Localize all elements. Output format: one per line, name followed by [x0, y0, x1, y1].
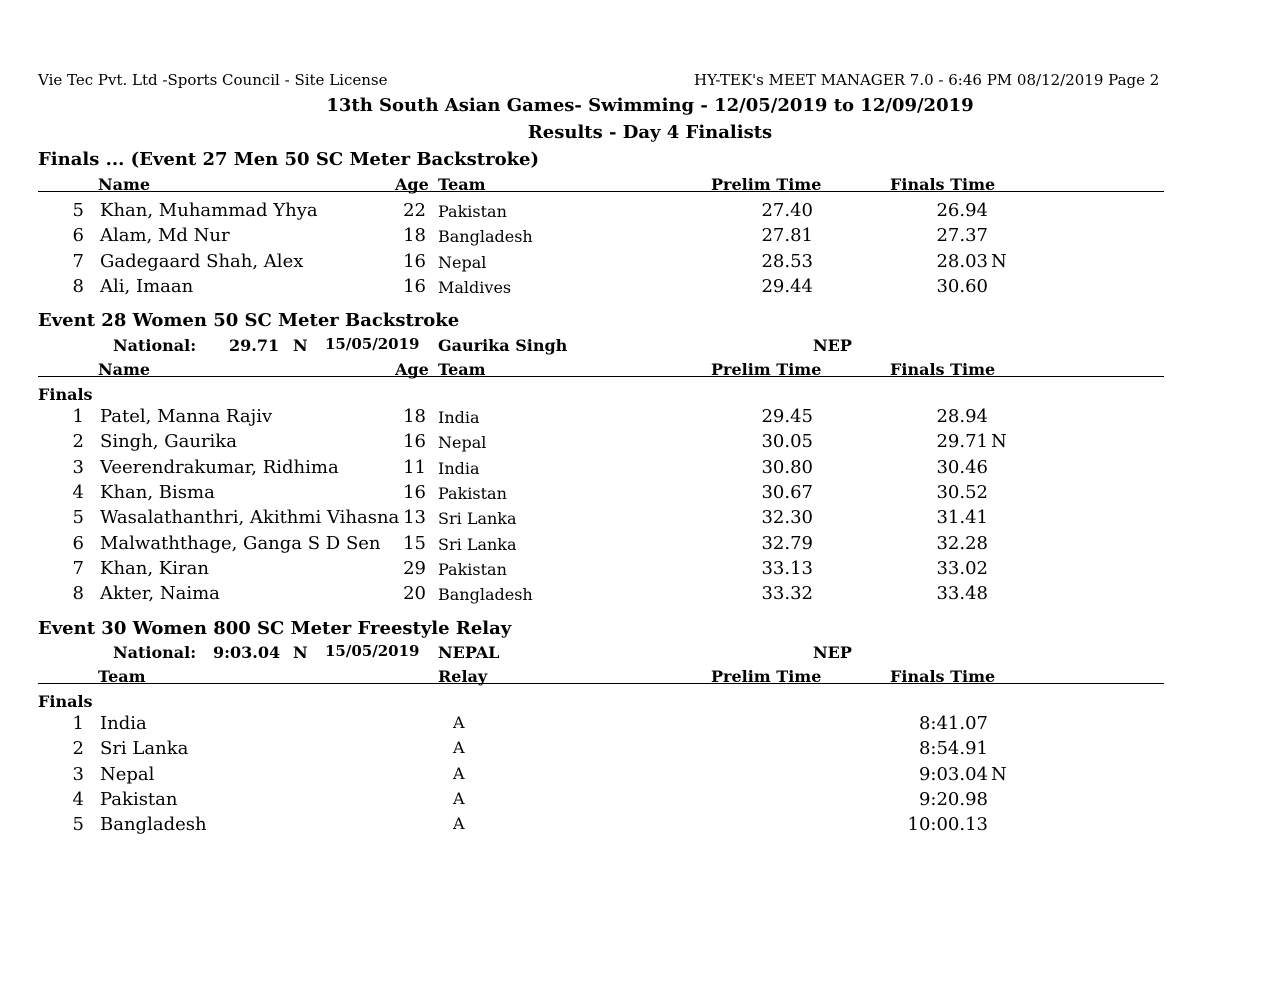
- swimmer-name-cell: Khan, Muhammad Yhya: [100, 200, 318, 221]
- team-cell: India: [438, 408, 480, 427]
- age-cell: 16: [403, 431, 426, 453]
- team-cell: Pakistan: [438, 202, 507, 221]
- result-row: [0, 532, 1272, 560]
- prelim-time-cell: 32.79: [761, 532, 813, 554]
- age-cell: 16: [403, 275, 426, 297]
- finals-time-cell: 8:41.07: [918, 713, 988, 734]
- swimmer-name-cell: Singh, Gaurika: [100, 431, 237, 453]
- finals-time-cell: 29.71: [936, 431, 988, 453]
- prelim-time-cell: 33.13: [761, 557, 813, 579]
- swimmer-name-cell: Ali, Imaan: [100, 275, 194, 297]
- result-row: [0, 715, 1272, 740]
- place-cell: 2: [72, 431, 84, 453]
- page-subtitle: Results - Day 4 Finalists: [527, 122, 773, 143]
- swimmer-name-cell: Khan, Bisma: [100, 481, 215, 503]
- team-cell: Bangladesh: [438, 585, 533, 605]
- result-row: [0, 763, 1272, 791]
- team-cell: Pakistan: [100, 788, 178, 810]
- col-header-relay: Relay: [438, 667, 488, 686]
- result-row: [0, 481, 1272, 509]
- age-cell: 22: [403, 200, 426, 221]
- team-cell: Maldives: [438, 277, 512, 297]
- swimmer-name-cell: Akter, Naima: [100, 583, 220, 605]
- finals-label: Finals: [38, 692, 93, 711]
- prelim-time-cell: 32.30: [761, 507, 813, 529]
- place-cell: 7: [72, 250, 84, 272]
- age-cell: 16: [403, 250, 426, 272]
- result-row: [0, 250, 1272, 278]
- header-rule: [38, 683, 1164, 684]
- prelim-time-cell: 28.53: [761, 250, 813, 272]
- result-row: [0, 408, 1272, 433]
- col-header-finals: Finals Time: [890, 667, 996, 686]
- result-row: [0, 433, 1272, 458]
- finals-label: Finals: [38, 385, 93, 404]
- place-cell: 1: [72, 713, 84, 734]
- finals-time-cell: 27.37: [936, 225, 988, 247]
- result-row: [0, 788, 1272, 816]
- national-record-team: NEP: [813, 643, 852, 662]
- place-cell: 1: [72, 406, 84, 427]
- event-heading: Event 28 Women 50 SC Meter Backstroke: [38, 310, 460, 331]
- age-cell: 13: [403, 507, 426, 529]
- national-record-flag: N: [293, 643, 308, 662]
- prelim-time-cell: 30.80: [761, 456, 813, 478]
- finals-time-cell: 28.94: [936, 406, 988, 427]
- col-header-prelim: Prelim Time: [711, 667, 822, 686]
- team-cell: Sri Lanka: [438, 509, 517, 529]
- result-row: [0, 585, 1272, 610]
- national-record-date: 15/05/2019: [325, 335, 420, 353]
- finals-time-cell: 33.48: [936, 583, 988, 605]
- age-cell: 18: [403, 406, 426, 427]
- prelim-time-cell: 30.05: [761, 431, 813, 453]
- result-row: [0, 456, 1272, 484]
- swimmer-name-cell: Alam, Md Nur: [100, 225, 230, 247]
- place-cell: 6: [72, 225, 84, 247]
- col-header-finals: Finals Time: [890, 175, 996, 194]
- place-cell: 6: [72, 532, 84, 554]
- swimmer-name-cell: Khan, Kiran: [100, 557, 209, 579]
- national-record-time: 29.71: [229, 336, 280, 355]
- team-cell: Pakistan: [438, 483, 507, 503]
- result-row: [0, 509, 1272, 534]
- prelim-time-cell: 29.44: [761, 275, 813, 297]
- age-cell: 20: [403, 583, 426, 605]
- team-cell: Nepal: [438, 433, 487, 453]
- finals-time-cell: 30.46: [936, 456, 988, 478]
- event-heading: Finals ... (Event 27 Men 50 SC Meter Backstroke): [38, 149, 540, 170]
- header-rule: [38, 191, 1164, 192]
- col-header-prelim: Prelim Time: [711, 175, 822, 194]
- team-cell: Bangladesh: [100, 814, 207, 836]
- team-cell: India: [438, 458, 480, 478]
- finals-time-cell: 30.52: [936, 481, 988, 503]
- col-header-age: Age: [395, 175, 429, 194]
- place-cell: 4: [72, 788, 84, 810]
- prelim-time-cell: 27.81: [761, 225, 813, 247]
- age-cell: 11: [403, 456, 426, 478]
- col-header-prelim: Prelim Time: [711, 360, 822, 379]
- col-header-team: Team: [438, 175, 486, 194]
- place-cell: 3: [72, 763, 84, 785]
- relay-cell: A: [453, 738, 465, 758]
- swimmer-name-cell: Patel, Manna Rajiv: [100, 406, 273, 427]
- finals-time-cell: 26.94: [936, 200, 988, 221]
- prelim-time-cell: 29.45: [761, 406, 813, 427]
- finals-time-cell: 10:00.13: [907, 814, 988, 836]
- finals-time-cell: 32.28: [936, 532, 988, 554]
- result-row: [0, 557, 1272, 585]
- record-flag: N: [991, 250, 1007, 272]
- team-cell: Pakistan: [438, 559, 507, 579]
- col-header-team: Team: [438, 360, 486, 379]
- place-cell: 4: [72, 481, 84, 503]
- place-cell: 7: [72, 557, 84, 579]
- place-cell: 5: [72, 814, 84, 836]
- col-header-age: Age: [395, 360, 429, 379]
- prelim-time-cell: 27.40: [761, 200, 813, 221]
- swimmer-name-cell: Veerendrakumar, Ridhima: [100, 456, 339, 478]
- col-header-finals: Finals Time: [890, 360, 996, 379]
- finals-time-cell: 28.03: [936, 250, 988, 272]
- national-record-holder: NEPAL: [438, 643, 500, 662]
- place-cell: 8: [72, 583, 84, 605]
- finals-time-cell: 9:20.98: [918, 788, 988, 810]
- team-cell: Sri Lanka: [100, 738, 189, 760]
- national-record-time: 9:03.04: [213, 643, 281, 662]
- col-header-name: Name: [98, 360, 151, 379]
- result-row: [0, 816, 1272, 841]
- national-record-label: National:: [113, 643, 197, 662]
- place-cell: 8: [72, 275, 84, 297]
- national-record-holder: Gaurika Singh: [438, 336, 568, 355]
- national-record-team: NEP: [813, 336, 852, 355]
- swimmer-name-cell: Gadegaard Shah, Alex: [100, 250, 304, 272]
- national-record-label: National:: [113, 336, 197, 355]
- team-cell: India: [100, 713, 147, 734]
- national-record-date: 15/05/2019: [325, 642, 420, 660]
- swimmer-name-cell: Malwaththage, Ganga S D Sen: [100, 532, 381, 554]
- meet-manager-info: HY-TEK's MEET MANAGER 7.0 - 6:46 PM 08/12/2019 Page 2: [694, 71, 1160, 89]
- place-cell: 5: [72, 507, 84, 529]
- place-cell: 5: [72, 200, 84, 221]
- team-cell: Nepal: [438, 252, 487, 272]
- col-header-name: Name: [98, 175, 151, 194]
- place-cell: 3: [72, 456, 84, 478]
- finals-time-cell: 30.60: [936, 275, 988, 297]
- license-text: Vie Tec Pvt. Ltd -Sports Council - Site License: [38, 71, 388, 89]
- age-cell: 15: [403, 532, 426, 554]
- prelim-time-cell: 30.67: [761, 481, 813, 503]
- team-cell: Nepal: [100, 763, 155, 785]
- age-cell: 16: [403, 481, 426, 503]
- header-rule: [38, 376, 1164, 377]
- team-cell: Bangladesh: [438, 227, 533, 247]
- relay-cell: A: [453, 713, 465, 732]
- finals-time-cell: 31.41: [936, 507, 988, 529]
- relay-cell: A: [453, 788, 465, 808]
- prelim-time-cell: 33.32: [761, 583, 813, 605]
- record-flag: N: [991, 763, 1007, 785]
- col-header-team: Team: [98, 667, 146, 686]
- result-row: [0, 275, 1272, 303]
- record-flag: N: [991, 431, 1007, 453]
- relay-cell: A: [453, 814, 465, 834]
- national-record-flag: N: [293, 336, 308, 355]
- finals-time-cell: 33.02: [936, 557, 988, 579]
- place-cell: 2: [72, 738, 84, 760]
- page-title: 13th South Asian Games- Swimming - 12/05/2019 to 12/09/2019: [326, 95, 974, 116]
- age-cell: 18: [403, 225, 426, 247]
- swimmer-name-cell: Wasalathanthri, Akithmi Vihasna: [100, 507, 400, 529]
- age-cell: 29: [403, 557, 426, 579]
- result-row: [0, 740, 1272, 765]
- relay-cell: A: [453, 763, 465, 783]
- result-row: [0, 202, 1272, 227]
- result-row: [0, 227, 1272, 252]
- event-heading: Event 30 Women 800 SC Meter Freestyle Relay: [38, 618, 512, 639]
- team-cell: Sri Lanka: [438, 534, 517, 554]
- finals-time-cell: 9:03.04: [918, 763, 988, 785]
- finals-time-cell: 8:54.91: [918, 738, 988, 760]
